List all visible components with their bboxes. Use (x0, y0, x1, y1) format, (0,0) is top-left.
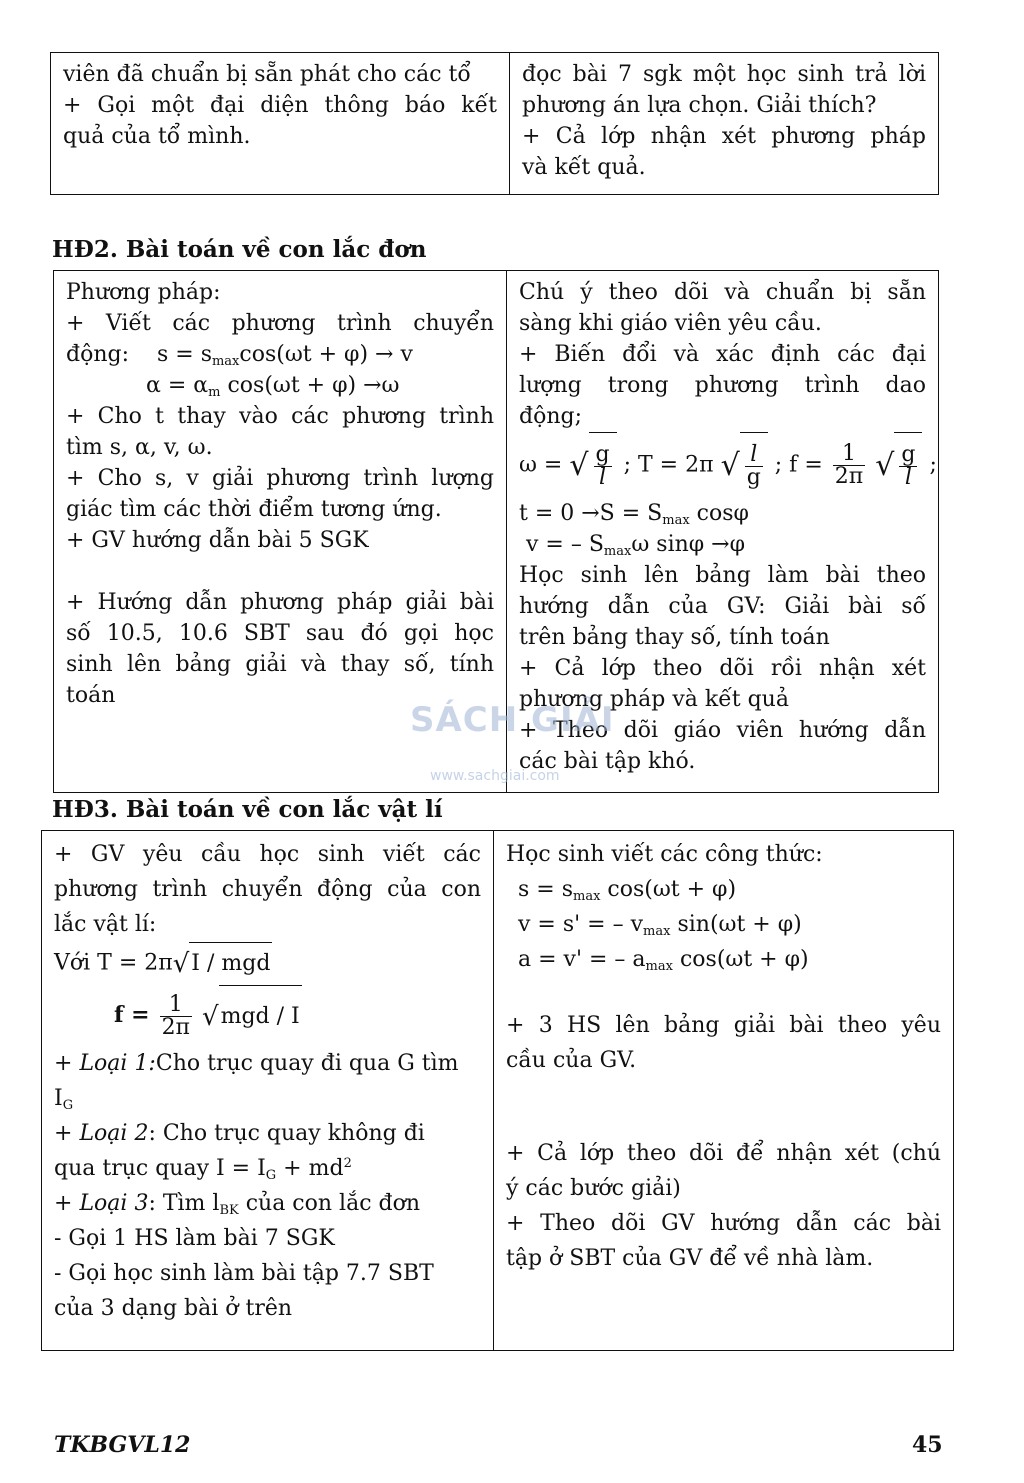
equation-v (519, 529, 926, 560)
text-line: + Cho t thay vào các phương trình (66, 404, 494, 429)
denominator: g (746, 464, 761, 490)
text-line: lượng trong phương trình dao (519, 373, 926, 398)
denominator: l (904, 464, 912, 490)
numerator: 1 (833, 443, 865, 466)
text-line: + Hướng dẫn phương pháp giải bài (66, 590, 494, 615)
subscript: max (662, 513, 690, 528)
sqrt (173, 942, 273, 985)
text-line: trên bảng thay số, tính toán (519, 625, 830, 650)
text: : Cho trục quay không đi (148, 1121, 425, 1146)
sqrt-icon: √ (569, 448, 589, 483)
text: α = α (146, 373, 209, 398)
text-line: + Cả lớp theo dõi rồi nhận xét (519, 656, 926, 681)
hd3-left-cell (42, 831, 494, 1351)
text: s = s (518, 877, 573, 902)
subscript: max (573, 889, 601, 904)
text-line: sinh lên bảng giải và thay số, tính (66, 652, 494, 677)
table1-right-cell (510, 53, 939, 195)
text: ; f = (774, 452, 823, 478)
subscript: max (645, 959, 673, 974)
text: t = 0 →S = S (519, 501, 663, 526)
text: ω sinφ →φ (631, 532, 746, 557)
text: cosφ (689, 501, 749, 526)
text-line: quả của tổ mình. (63, 124, 251, 149)
text-line: tập ở SBT của GV để về nhà làm. (506, 1246, 874, 1271)
text-line: + Cả lớp theo dõi để nhận xét (chú (506, 1141, 941, 1166)
text-line: + 3 HS lên bảng giải bài theo yêu (506, 1013, 941, 1038)
text-line: + Theo dõi GV hướng dẫn các bài (506, 1211, 941, 1236)
text: ; T = 2π (623, 452, 714, 478)
text-line: và kết quả. (522, 155, 646, 180)
text-line: các bài tập khó. (519, 749, 696, 774)
text-line: phương án lựa chọn. Giải thích? (522, 93, 877, 118)
sqrt (721, 432, 768, 499)
fraction (160, 991, 192, 1040)
numerator: l (745, 444, 763, 467)
sqrt-icon: √ (202, 1001, 219, 1032)
spacer (66, 556, 494, 587)
text-line: viên đã chuẩn bị sẵn phát cho các tổ (63, 62, 471, 87)
text: + (54, 1051, 80, 1076)
equation-s (506, 872, 941, 907)
text: v = s' = – v (518, 912, 644, 937)
watermark-url: www.sachgiai.com (430, 768, 560, 784)
text: động: (66, 342, 129, 367)
hd3-table (41, 830, 954, 1351)
equation-a (506, 942, 941, 977)
text-line: + Cho s, v giải phương trình lượng (66, 466, 494, 491)
text-line: hướng dẫn của GV: Giải bài số (519, 594, 926, 619)
equation-alpha (66, 370, 494, 401)
text: f = (114, 1002, 150, 1028)
text-line: Phương pháp: (66, 280, 221, 305)
text-line: + Gọi một đại diện thông báo kết (63, 93, 497, 118)
text-line: ý các bước giải) (506, 1176, 681, 1201)
numerator: g (901, 441, 916, 467)
equation-v (506, 907, 941, 942)
sqrt (875, 432, 922, 499)
text: Với T = 2π (54, 950, 173, 976)
text: Loại 2 (79, 1121, 149, 1146)
text: sin(ωt + φ) (670, 912, 802, 937)
text-line: + Theo dõi giáo viên hướng dẫn (519, 718, 926, 743)
page-number: 45 (912, 1432, 943, 1458)
text-line: - Gọi học sinh làm bài tập 7.7 SBT (54, 1261, 434, 1286)
text-line: phương pháp và kết quả (519, 687, 789, 712)
text-line: đọc bài 7 sgk một học sinh trả lời (522, 62, 926, 87)
text-line (54, 1081, 481, 1116)
text-line: + Biến đổi và xác định các đại (519, 342, 926, 367)
text: a = v' = – a (518, 947, 646, 972)
sqrt-icon: √ (720, 448, 740, 483)
text: cos(ωt + φ) →ω (220, 373, 400, 398)
text-line: của 3 dạng bài ở trên (54, 1296, 293, 1321)
fraction (594, 441, 612, 490)
text: Loại 1: (79, 1051, 156, 1076)
text-line: + GV hướng dẫn bài 5 SGK (66, 528, 369, 553)
text-line: Học sinh lên bảng làm bài theo (519, 563, 926, 588)
text-line: toán (66, 683, 116, 708)
fraction (745, 441, 763, 490)
equation-s (66, 339, 494, 370)
formula-omega-T-f (519, 432, 937, 498)
text-line: Chú ý theo dõi và chuẩn bị sẵn (519, 280, 926, 305)
text-line: + Cả lớp nhận xét phương pháp (522, 124, 926, 149)
equation-t0 (519, 498, 926, 529)
hd2-heading: HĐ2. Bài toán về con lắc đơn (52, 236, 427, 263)
radicand: mgd / I (219, 985, 302, 1048)
text-line (54, 1186, 481, 1221)
text: Loại 3 (79, 1191, 149, 1216)
subscript: m (208, 385, 221, 400)
text: ; (929, 452, 937, 478)
text-line: cầu của GV. (506, 1048, 637, 1073)
text: s = s (156, 342, 212, 367)
text-line: động; (519, 404, 582, 429)
text-line: + GV yêu cầu học sinh viết các (54, 842, 481, 867)
sqrt (202, 985, 302, 1048)
text-line: số 10.5, 10.6 SBT sau đó gọi học (66, 621, 494, 646)
spacer (506, 977, 941, 1008)
sqrt-icon: √ (172, 949, 190, 979)
subscript: max (603, 544, 632, 559)
text: v = – S (526, 532, 604, 557)
sqrt-icon: √ (875, 448, 895, 483)
text-line: sàng khi giáo viên yêu cầu. (519, 311, 822, 336)
text: cos(ωt + φ) (600, 877, 737, 902)
subscript: max (211, 354, 240, 369)
equation-T (54, 942, 481, 984)
denominator: l (599, 464, 607, 490)
table-continuation (50, 52, 939, 195)
text-line (54, 1116, 481, 1151)
text: : Tìm l (148, 1191, 220, 1216)
text: + (54, 1191, 80, 1216)
table1-left-cell (51, 53, 510, 195)
text: qua trục quay I = I (54, 1156, 266, 1181)
text-line: - Gọi 1 HS làm bài 7 SGK (54, 1226, 335, 1251)
denominator: 2π (834, 464, 864, 489)
text: Cho trục quay đi qua G tìm (155, 1051, 459, 1076)
denominator: 2π (161, 1014, 191, 1040)
hd3-right-cell (494, 831, 954, 1351)
text: cos(ωt + φ) (672, 947, 809, 972)
text-line: lắc vật lí: (54, 912, 157, 937)
text: + md (276, 1156, 344, 1181)
text-line: Học sinh viết các công thức: (506, 842, 823, 867)
subscript: max (643, 924, 671, 939)
text-line: giác tìm các thời điểm tương ứng. (66, 497, 442, 522)
fraction (833, 443, 865, 488)
watermark-logo: SÁCH GIẢI (410, 700, 615, 740)
text-line (54, 1151, 481, 1186)
superscript: 2 (343, 1156, 352, 1171)
footer-book-code: TKBGVL12 (54, 1432, 191, 1458)
hd3-heading: HĐ3. Bài toán về con lắc vật lí (52, 796, 443, 823)
subscript: G (265, 1168, 277, 1183)
spacer (506, 1078, 941, 1136)
text-line (54, 1046, 481, 1081)
equation-f (54, 984, 481, 1046)
text-line: + Viết các phương trình chuyển (66, 311, 494, 336)
numerator: 1 (160, 994, 192, 1017)
sqrt (569, 432, 616, 499)
subscript: G (62, 1098, 74, 1113)
radicand: I / mgd (189, 942, 272, 985)
text-line: tìm s, α, v, ω. (66, 435, 213, 460)
text: + (54, 1121, 80, 1146)
text: ω = (519, 452, 563, 478)
text: I (54, 1086, 63, 1111)
subscript: BK (219, 1203, 239, 1218)
text: của con lắc đơn (238, 1191, 421, 1216)
text-line: phương trình chuyển động của con (54, 877, 481, 902)
numerator: g (595, 441, 610, 467)
fraction (899, 441, 917, 490)
text: cos(ωt + φ) → v (239, 342, 413, 367)
